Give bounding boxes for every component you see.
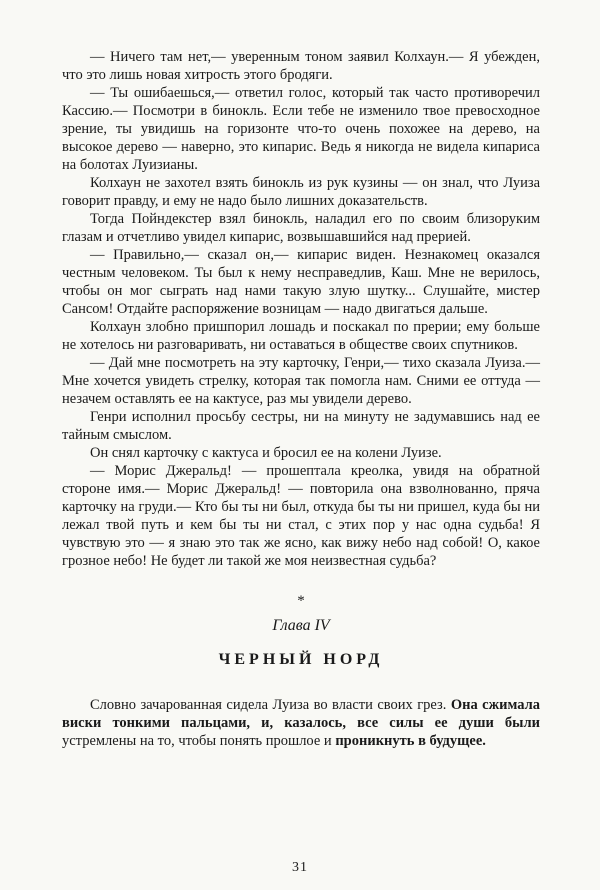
chapter-heading: ЧЕРНЫЙ НОРД — [218, 651, 384, 668]
paragraph: Колхаун не захотел взять бинокль из рук кузины — он знал, что Луиза говорит правду, и ему не надо было лишних доказательств. — [62, 175, 540, 209]
page-number: 31 — [292, 860, 308, 875]
paragraph: Тогда Пойндекстер взял бинокль, наладил его по своим близоруким глазам и отчетливо увидел кипарис, возвышавшийся над прерией. — [62, 211, 540, 245]
chapter-opening-paragraph — [62, 696, 540, 750]
paragraph: — Дай мне посмотреть на эту карточку, Генри,— тихо сказала Луиза.— Мне хочется увидеть стрелку, которая так помогла нам. Сними ее оттуда — незачем оставлять ее на кактусе, раз мы увидели дерево. — [62, 355, 540, 407]
text-segment: Она сжимала виски тонкими пальцами, и, казалось, все силы ее души были — [62, 697, 540, 731]
paragraph: Он снял карточку с кактуса и бросил ее на колени Луизе. — [90, 445, 442, 461]
text-segment: Словно зачарованная сидела Луиза во власти своих грез. — [90, 697, 451, 713]
paragraph: Генри исполнил просьбу сестры, ни на минуту не задумавшись над ее тайным смыслом. — [62, 409, 540, 443]
page-text — [62, 48, 540, 750]
chapter-title: Глава IV — [272, 617, 330, 634]
text-segment: устремлены на то, чтобы понять прошлое и — [62, 733, 336, 749]
text-segment: проникнуть в будущее. — [335, 733, 486, 749]
paragraph: — Ничего там нет,— уверенным тоном заявил Колхаун.— Я убежден, что это лишь новая хитрость этого бродяги. — [62, 49, 540, 83]
section-separator: * — [297, 593, 305, 609]
paragraph: — Морис Джеральд! — прошептала креолка, увидя на обратной стороне имя.— Морис Джеральд! — повторила она взволнованно, пряча карточку на груди.— Кто бы ты ни был, откуда бы ты ни пришел, куда бы ни лежал твой путь и кем бы ты ни стал, с этих пор у нас одна судьба! Я чувствую это — я знаю это так же ясно, как вижу небо над собой! О, какое грозное небо! Не будет ли такой же моя неизвестная судьба? — [62, 463, 540, 569]
paragraph: — Правильно,— сказал он,— кипарис виден. Незнакомец оказался честным человеком. Ты был к нему несправедлив, Каш. Мне не верилось, чтобы он мог сыграть над нами такую злую шутку... Слушайте, мистер Сансом! Отдайте распоряжение возницам — надо двигаться дальше. — [62, 247, 540, 317]
paragraph: — Ты ошибаешься,— ответил голос, который так часто противоречил Кассию.— Посмотри в бинокль. Если тебе не изменило твое превосходное зрение, ты увидишь на горизонте что-то очень похожее на дерево, на высокое дерево — наверно, это кипарис. Ведь я никогда не видела кипариса на болотах Луизианы. — [62, 85, 540, 173]
paragraph: Колхаун злобно пришпорил лошадь и поскакал по прерии; ему больше не хотелось ни разговаривать, ни оставаться в обществе своих спутников. — [62, 319, 540, 353]
